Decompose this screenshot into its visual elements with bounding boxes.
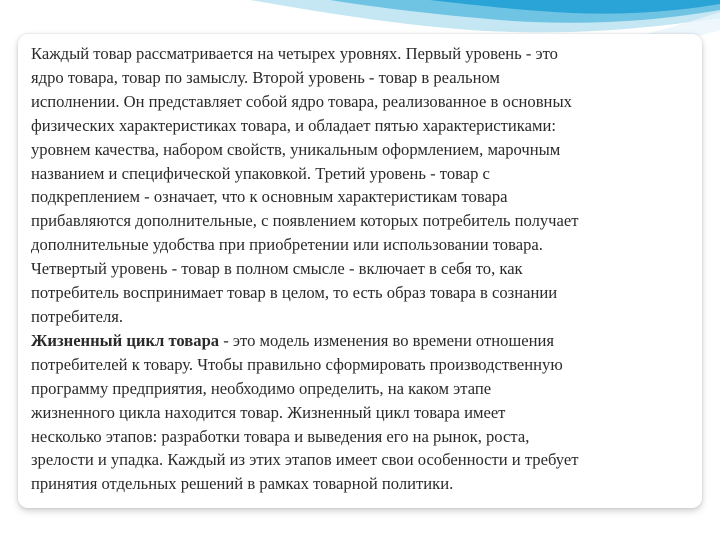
- levels-paragraph: Каждый товар рассматривается на четырех уровнях. Первый уровень - это ядро товара, товар по замыслу. Второй уровень - товар в реальном исполнении. Он представляет собой ядро товара, реализованное в основных физических характеристиках товара, и обладает пятью характеристиками: уровнем качества, набором свойств, уникальным оформлением, марочным названием и специфической упаковкой. Третий уровень - товар с подкреплением - означает, что к основным характеристикам товара прибавляются дополнительные, с появлением которых потребитель получает дополнительные удобства при приобретении или использовании товара. Четвертый уровень - товар в полном смысле - включает в себя то, как потребитель воспринимает товар в целом, то есть образ товара в сознании потребителя.: [31, 44, 579, 326]
- life-cycle-paragraph: - это модель изменения во времени отношения потребителей к товару. Чтобы правильно сформировать производственную программу предприятия, необходимо определить, на каком этапе жизненного цикла находится товар. Жизненный цикл товара имеет несколько этапов: разработки товара и выведения его на рынок, роста, зрелости и упадка. Каждый из этих этапов имеет свои особенности и требует принятия отдельных решений в рамках товарной политики.: [31, 330, 579, 494]
- body-text: [31, 42, 697, 496]
- life-cycle-term: Жизненный цикл товара: [31, 330, 220, 350]
